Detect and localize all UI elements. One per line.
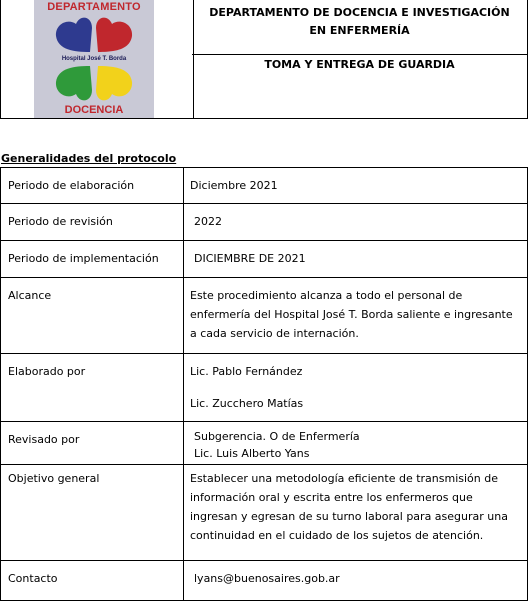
- document-subtitle: TOMA Y ENTREGA DE GUARDIA: [264, 58, 455, 71]
- row-value[interactable]: lyans@buenosaires.gob.ar: [184, 561, 528, 601]
- row-value: DICIEMBRE DE 2021: [184, 241, 528, 278]
- reviewer-1: Subgerencia. O de Enfermería: [194, 430, 360, 443]
- logo-hospital-text: Hospital José T. Borda: [61, 56, 127, 62]
- row-value: [184, 354, 528, 422]
- row-label: Objetivo general: [1, 465, 184, 561]
- row-value: Establecer una metodología eficiente de transmisión de información oral y escrita entre los enfermeros que ingresan y egresan de su turno laboral para asegurar una continuidad en el cuidado de los sujetos de atención.: [184, 465, 528, 561]
- row-label: Elaborado por: [1, 354, 184, 422]
- row-label: Periodo de revisión: [1, 204, 184, 241]
- table-row: [1, 561, 528, 601]
- table-row: [1, 204, 528, 241]
- document-header: [0, 0, 528, 119]
- table-row: [1, 354, 528, 422]
- department-title: [192, 4, 527, 55]
- row-value: Diciembre 2021: [184, 168, 528, 204]
- row-value: 2022: [184, 204, 528, 241]
- table-row: [1, 241, 528, 278]
- logo-cell: [0, 0, 194, 119]
- department-title-line1: DEPARTAMENTO DE DOCENCIA E INVESTIGACIÓN: [209, 6, 510, 19]
- row-value: Este procedimiento alcanza a todo el personal de enfermería del Hospital José T. Borda saliente e ingresante a cada servicio de internación.: [184, 278, 528, 354]
- row-value: [184, 422, 528, 465]
- department-title-line2: EN ENFERMERÍA: [309, 24, 410, 37]
- department-logo: [34, 0, 154, 118]
- section-title: Generalidades del protocolo: [1, 152, 177, 165]
- row-label: Contacto: [1, 561, 184, 601]
- row-label: Revisado por: [1, 422, 184, 465]
- row-label: Alcance: [1, 278, 184, 354]
- table-row: [1, 278, 528, 354]
- protocol-table: [0, 167, 528, 601]
- table-row: [1, 422, 528, 465]
- table-row: [1, 465, 528, 561]
- table-row: [1, 168, 528, 204]
- author-2: Lic. Zucchero Matías: [190, 397, 304, 410]
- row-label: Periodo de elaboración: [1, 168, 184, 204]
- reviewer-2: Lic. Luis Alberto Yans: [194, 447, 310, 460]
- author-1: Lic. Pablo Fernández: [190, 365, 303, 378]
- logo-bottom-text: DOCENCIA: [64, 104, 124, 116]
- logo-top-text: DEPARTAMENTO: [47, 1, 141, 13]
- row-label: Periodo de implementación: [1, 241, 184, 278]
- title-cell: [192, 0, 528, 119]
